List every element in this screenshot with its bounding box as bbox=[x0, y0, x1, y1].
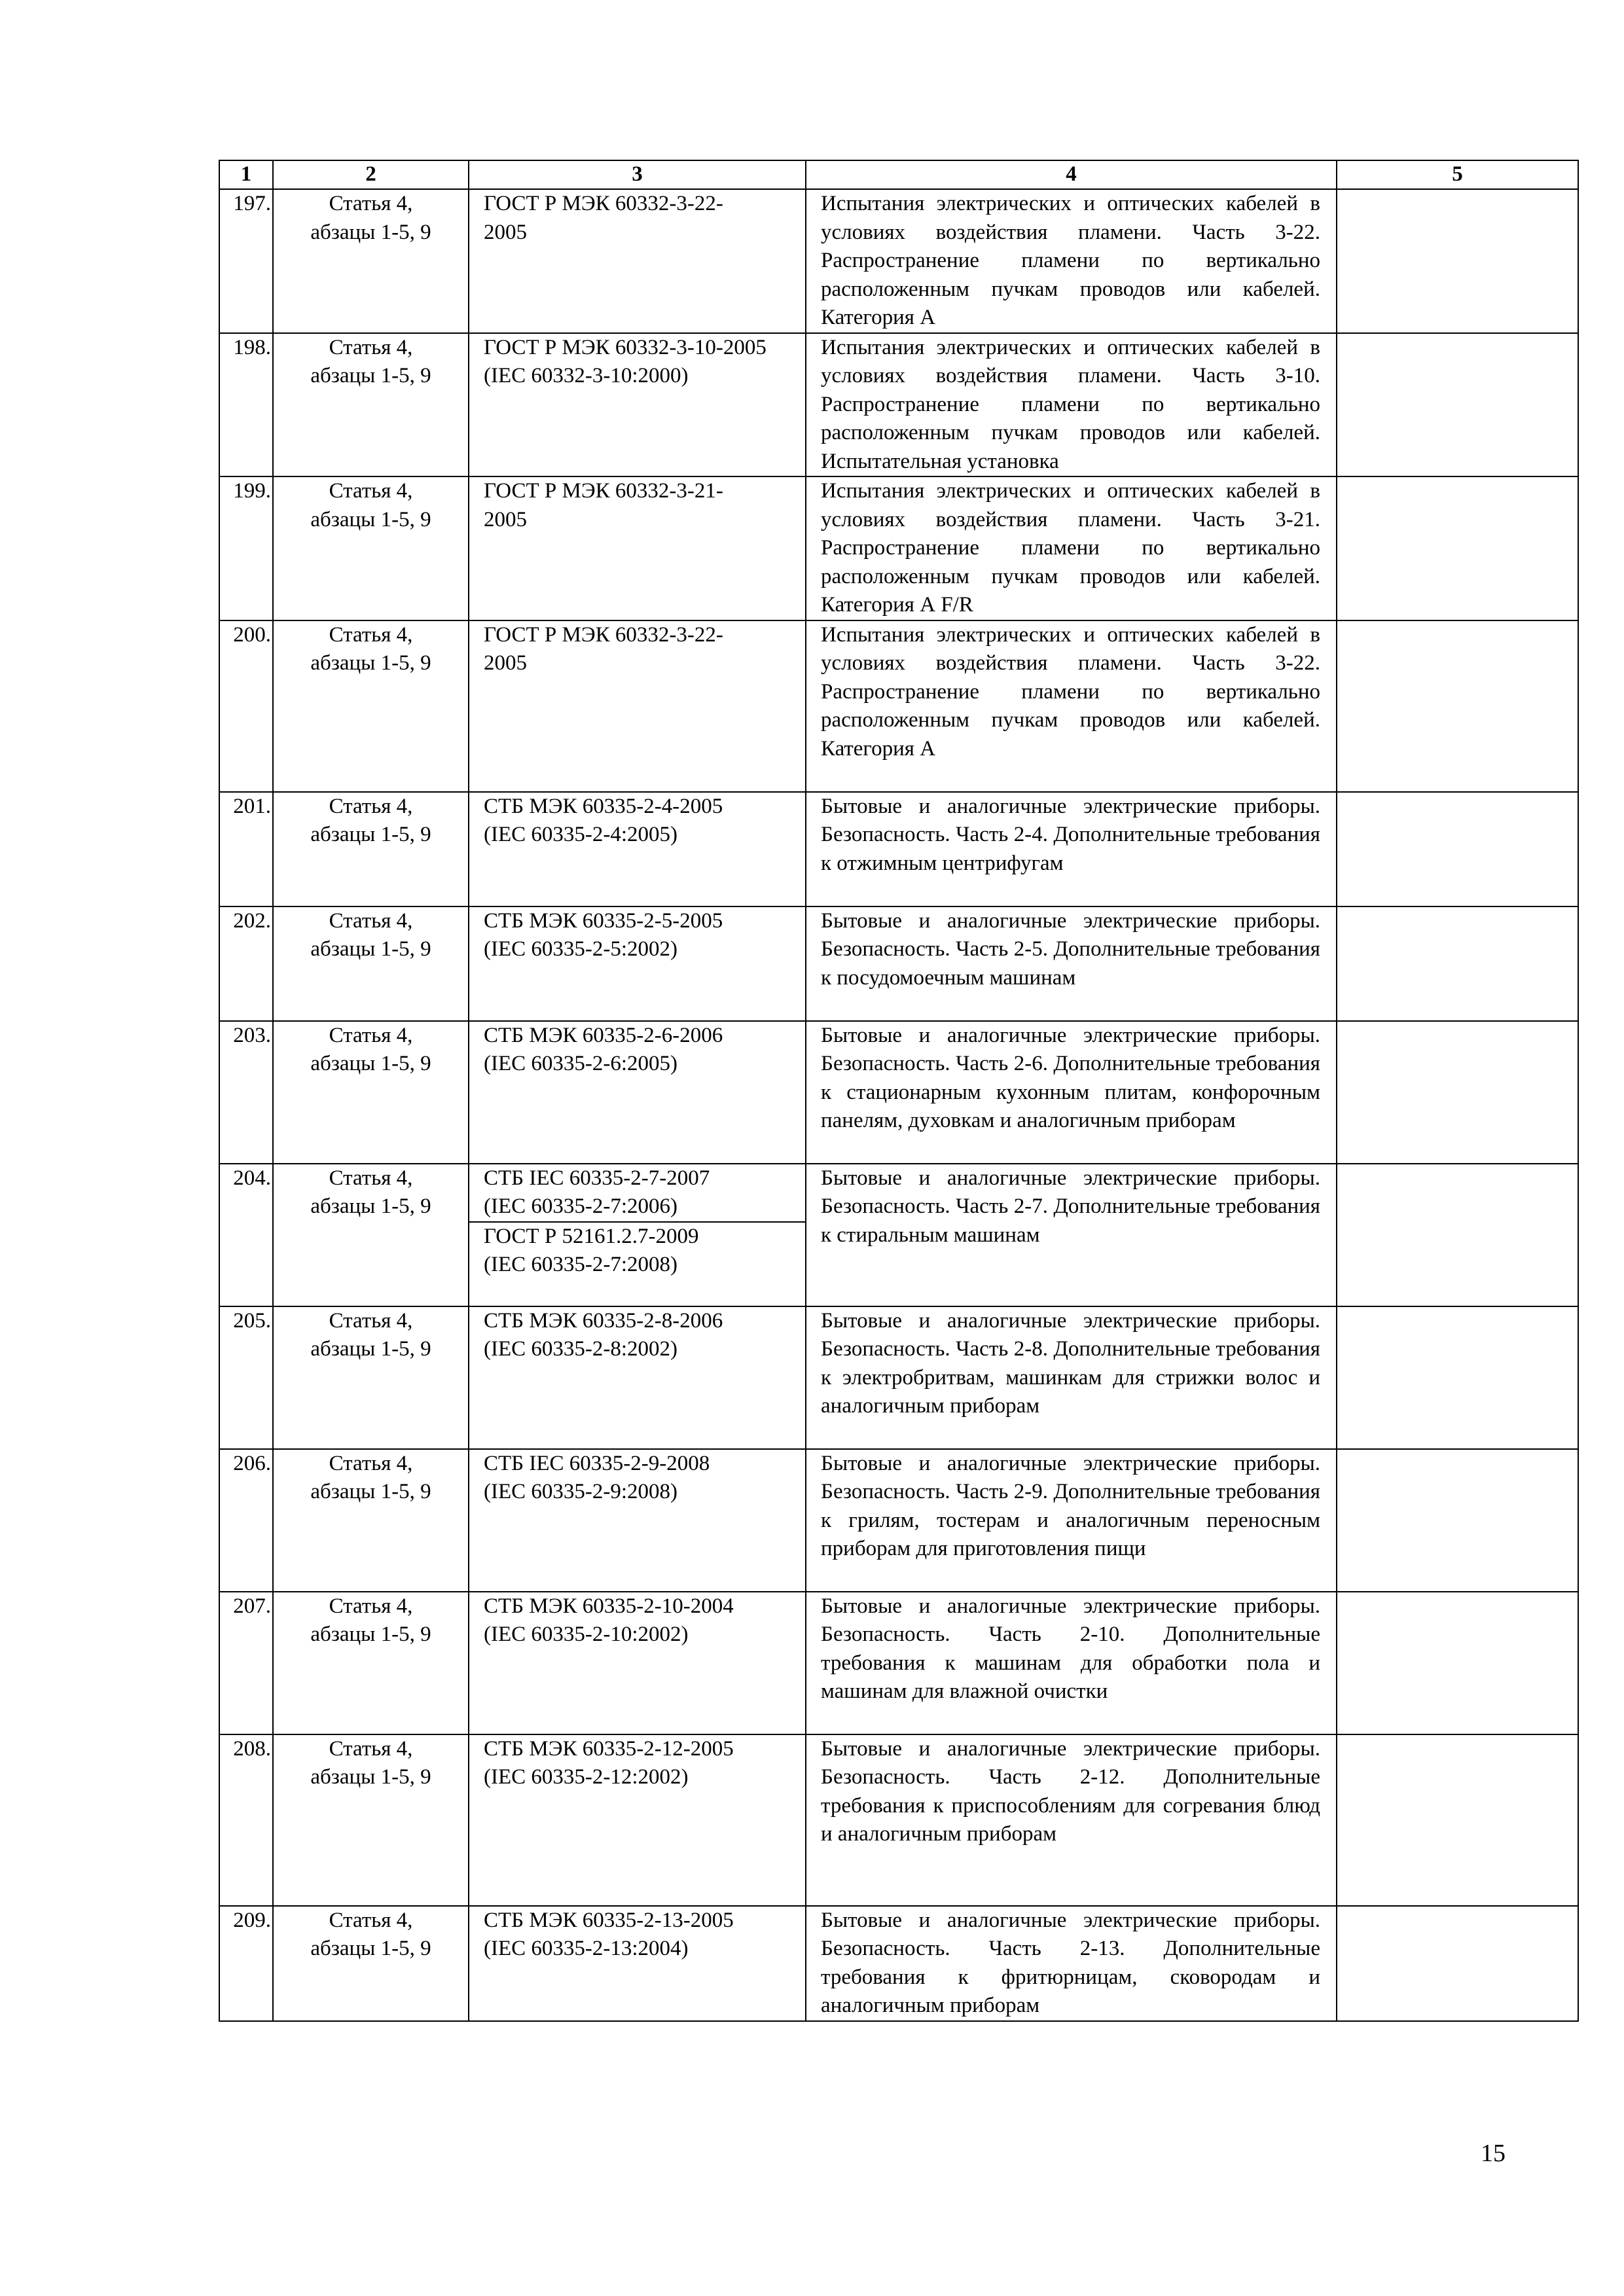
standard-title-text: Бытовые и аналогичные электрические приборы. Безопасность. Часть 2-8. Дополнительные требования к электробритвам, машинкам для стрижки волос и аналогичным приборам bbox=[821, 1308, 1320, 1418]
article-reference bbox=[273, 1021, 469, 1164]
standard-line: СТБ МЭК 60335-2-12-2005 bbox=[484, 1736, 734, 1761]
notes-cell bbox=[1337, 1592, 1578, 1734]
table-row bbox=[219, 620, 1578, 792]
notes-cell bbox=[1337, 792, 1578, 906]
standard-title bbox=[806, 1164, 1337, 1306]
standard-line: ГОСТ Р 52161.2.7-2009 bbox=[469, 1221, 805, 1251]
header-col-3: 3 bbox=[469, 160, 806, 189]
notes-cell bbox=[1337, 333, 1578, 477]
standard-line: СТБ IEC 60335-2-7-2007 bbox=[484, 1166, 710, 1190]
article-line: абзацы 1-5, 9 bbox=[310, 651, 431, 675]
standard-designation bbox=[469, 906, 806, 1021]
standard-title bbox=[806, 189, 1337, 333]
standard-line: СТБ МЭК 60335-2-4-2005 bbox=[484, 794, 723, 818]
standard-designation bbox=[469, 1734, 806, 1906]
article-reference bbox=[273, 1906, 469, 2021]
standard-line: (IEC 60332-3-10:2000) bbox=[484, 364, 689, 387]
standard-title bbox=[806, 476, 1337, 620]
standard-line: СТБ IEC 60335-2-9-2008 bbox=[484, 1451, 710, 1475]
header-col-4: 4 bbox=[806, 160, 1337, 189]
article-reference bbox=[273, 1734, 469, 1906]
row-number: 204. bbox=[219, 1164, 273, 1306]
standard-title bbox=[806, 1306, 1337, 1449]
standard-line: ГОСТ Р МЭК 60332-3-21- bbox=[484, 479, 723, 503]
standard-title-text: Бытовые и аналогичные электрические приборы. Безопасность. Часть 2-6. Дополнительные требования к стационарным кухонным плитам, конфорочным панелям, духовкам и аналогичным приборам bbox=[821, 1023, 1320, 1132]
notes-cell bbox=[1337, 476, 1578, 620]
article-line: абзацы 1-5, 9 bbox=[310, 823, 431, 846]
notes-cell bbox=[1337, 1734, 1578, 1906]
standard-title-text: Бытовые и аналогичные электрические приборы. Безопасность. Часть 2-4. Дополнительные требования к отжимным центрифугам bbox=[821, 794, 1320, 875]
standard-designation bbox=[469, 620, 806, 792]
standard-title-text: Испытания электрических и оптических кабелей в условиях воздействия пламени. Часть 3-22. Распространение пламени по вертикально расположенным пучкам проводов или кабелей. Категория А bbox=[821, 622, 1320, 761]
article-line: Статья 4, bbox=[329, 622, 413, 647]
standard-line: (IEC 60335-2-10:2002) bbox=[484, 1623, 689, 1646]
standard-designation bbox=[469, 1164, 806, 1306]
article-line: абзацы 1-5, 9 bbox=[310, 1337, 431, 1361]
article-reference bbox=[273, 476, 469, 620]
header-row bbox=[219, 160, 1578, 189]
standard-line: ГОСТ Р МЭК 60332-3-10-2005 bbox=[484, 335, 767, 359]
standard-line: СТБ МЭК 60335-2-5-2005 bbox=[484, 908, 723, 933]
page-number: 15 bbox=[1481, 2140, 1506, 2167]
standard-line: ГОСТ Р МЭК 60332-3-22- bbox=[484, 622, 723, 647]
article-line: абзацы 1-5, 9 bbox=[310, 1194, 431, 1218]
article-line: Статья 4, bbox=[329, 335, 413, 359]
standard-title bbox=[806, 620, 1337, 792]
standards-table bbox=[219, 160, 1579, 2022]
standard-designation bbox=[469, 1021, 806, 1164]
standard-line: (IEC 60335-2-8:2002) bbox=[484, 1337, 678, 1361]
notes-cell bbox=[1337, 1906, 1578, 2021]
article-reference bbox=[273, 620, 469, 792]
standard-line: (IEC 60335-2-6:2005) bbox=[484, 1052, 678, 1075]
article-reference bbox=[273, 1306, 469, 1449]
standard-title bbox=[806, 1021, 1337, 1164]
row-number: 197. bbox=[219, 189, 273, 333]
notes-cell bbox=[1337, 1449, 1578, 1592]
article-reference bbox=[273, 333, 469, 477]
article-line: абзацы 1-5, 9 bbox=[310, 1623, 431, 1646]
table-row bbox=[219, 1734, 1578, 1906]
notes-cell bbox=[1337, 1021, 1578, 1164]
notes-cell bbox=[1337, 1306, 1578, 1449]
standard-designation bbox=[469, 792, 806, 906]
table-row bbox=[219, 906, 1578, 1021]
table-row bbox=[219, 1592, 1578, 1734]
standard-line: ГОСТ Р МЭК 60332-3-22- bbox=[484, 192, 723, 215]
article-line: Статья 4, bbox=[329, 1736, 413, 1761]
standard-designation bbox=[469, 1449, 806, 1592]
article-line: абзацы 1-5, 9 bbox=[310, 1480, 431, 1503]
header-col-2: 2 bbox=[273, 160, 469, 189]
article-line: абзацы 1-5, 9 bbox=[310, 1052, 431, 1075]
table-row bbox=[219, 792, 1578, 906]
article-line: Статья 4, bbox=[329, 1166, 413, 1190]
standard-line: СТБ МЭК 60335-2-8-2006 bbox=[484, 1308, 723, 1333]
standard-line: (IEC 60335-2-7:2006) bbox=[484, 1194, 678, 1218]
article-line: абзацы 1-5, 9 bbox=[310, 220, 431, 244]
standard-title bbox=[806, 906, 1337, 1021]
table-row bbox=[219, 1449, 1578, 1592]
row-number: 199. bbox=[219, 476, 273, 620]
article-line: Статья 4, bbox=[329, 1308, 413, 1333]
header-col-5: 5 bbox=[1337, 160, 1578, 189]
article-reference bbox=[273, 906, 469, 1021]
notes-cell bbox=[1337, 906, 1578, 1021]
article-line: Статья 4, bbox=[329, 794, 413, 818]
standard-title-text: Испытания электрических и оптических кабелей в условиях воздействия пламени. Часть 3-10. Распространение пламени по вертикально расположенным пучкам проводов или кабелей. Испытательная установка bbox=[821, 335, 1320, 473]
standard-line: (IEC 60335-2-12:2002) bbox=[484, 1765, 689, 1789]
standard-line: 2005 bbox=[484, 651, 527, 675]
row-number: 202. bbox=[219, 906, 273, 1021]
row-number: 205. bbox=[219, 1306, 273, 1449]
row-number: 203. bbox=[219, 1021, 273, 1164]
article-line: абзацы 1-5, 9 bbox=[310, 1765, 431, 1789]
row-number: 208. bbox=[219, 1734, 273, 1906]
standard-line: 2005 bbox=[484, 220, 527, 244]
article-reference bbox=[273, 1164, 469, 1306]
article-line: абзацы 1-5, 9 bbox=[310, 937, 431, 961]
notes-cell bbox=[1337, 1164, 1578, 1306]
standard-title-text: Бытовые и аналогичные электрические приборы. Безопасность. Часть 2-5. Дополнительные требования к посудомоечным машинам bbox=[821, 908, 1320, 990]
article-line: абзацы 1-5, 9 bbox=[310, 507, 431, 531]
article-line: Статья 4, bbox=[329, 908, 413, 933]
article-line: абзацы 1-5, 9 bbox=[310, 1937, 431, 1960]
standard-line: (IEC 60335-2-5:2002) bbox=[484, 937, 678, 961]
standard-title-text: Испытания электрических и оптических кабелей в условиях воздействия пламени. Часть 3-21. Распространение пламени по вертикально расположенным пучкам проводов или кабелей. Категория А F/R bbox=[821, 479, 1320, 617]
standard-title-text: Бытовые и аналогичные электрические приборы. Безопасность. Часть 2-13. Дополнительные требования к фритюрницам, сковородам и аналогичным приборам bbox=[821, 1908, 1320, 2017]
article-line: Статья 4, bbox=[329, 479, 413, 503]
standard-title bbox=[806, 333, 1337, 477]
standard-designation bbox=[469, 1906, 806, 2021]
row-number: 201. bbox=[219, 792, 273, 906]
standard-title-text: Бытовые и аналогичные электрические приборы. Безопасность. Часть 2-7. Дополнительные требования к стиральным машинам bbox=[821, 1166, 1320, 1247]
table-row bbox=[219, 189, 1578, 333]
standard-title-text: Бытовые и аналогичные электрические приборы. Безопасность. Часть 2-10. Дополнительные требования к машинам для обработки пола и машинам для влажной очистки bbox=[821, 1594, 1320, 1703]
standard-title-text: Бытовые и аналогичные электрические приборы. Безопасность. Часть 2-9. Дополнительные требования к грилям, тостерам и аналогичным переносным приборам для приготовления пищи bbox=[821, 1451, 1320, 1560]
table-row bbox=[219, 1906, 1578, 2021]
standard-title bbox=[806, 1734, 1337, 1906]
standard-designation bbox=[469, 333, 806, 477]
article-line: Статья 4, bbox=[329, 192, 413, 215]
article-reference bbox=[273, 1449, 469, 1592]
article-reference bbox=[273, 792, 469, 906]
standard-title-text: Испытания электрических и оптических кабелей в условиях воздействия пламени. Часть 3-22. Распространение пламени по вертикально расположенным пучкам проводов или кабелей. Категория А bbox=[821, 192, 1320, 329]
standard-title bbox=[806, 1592, 1337, 1734]
standard-designation bbox=[469, 476, 806, 620]
table-row bbox=[219, 1021, 1578, 1164]
row-number: 207. bbox=[219, 1592, 273, 1734]
article-line: Статья 4, bbox=[329, 1594, 413, 1618]
article-line: абзацы 1-5, 9 bbox=[310, 364, 431, 387]
article-reference bbox=[273, 1592, 469, 1734]
standard-line: (IEC 60335-2-7:2008) bbox=[484, 1253, 678, 1276]
standard-designation bbox=[469, 1592, 806, 1734]
article-reference bbox=[273, 189, 469, 333]
row-number: 200. bbox=[219, 620, 273, 792]
header-col-1: 1 bbox=[219, 160, 273, 189]
standard-line: 2005 bbox=[484, 507, 527, 531]
article-line: Статья 4, bbox=[329, 1451, 413, 1475]
standard-line: СТБ МЭК 60335-2-6-2006 bbox=[484, 1023, 723, 1047]
article-line: Статья 4, bbox=[329, 1023, 413, 1047]
standard-line: (IEC 60335-2-13:2004) bbox=[484, 1937, 689, 1960]
notes-cell bbox=[1337, 620, 1578, 792]
table-row bbox=[219, 333, 1578, 477]
standard-designation bbox=[469, 1306, 806, 1449]
standard-line: СТБ МЭК 60335-2-13-2005 bbox=[484, 1908, 734, 1932]
table-row bbox=[219, 476, 1578, 620]
standard-title bbox=[806, 1906, 1337, 2021]
standard-line: (IEC 60335-2-9:2008) bbox=[484, 1480, 678, 1503]
table-row bbox=[219, 1306, 1578, 1449]
notes-cell bbox=[1337, 189, 1578, 333]
standard-title bbox=[806, 1449, 1337, 1592]
row-number: 198. bbox=[219, 333, 273, 477]
standard-line: (IEC 60335-2-4:2005) bbox=[484, 823, 678, 846]
row-number: 209. bbox=[219, 1906, 273, 2021]
row-number: 206. bbox=[219, 1449, 273, 1592]
standard-title bbox=[806, 792, 1337, 906]
table-row bbox=[219, 1164, 1578, 1306]
standard-title-text: Бытовые и аналогичные электрические приборы. Безопасность. Часть 2-12. Дополнительные требования к приспособлениям для согревания блюд и аналогичным приборам bbox=[821, 1736, 1320, 1846]
article-line: Статья 4, bbox=[329, 1908, 413, 1932]
standard-line: СТБ МЭК 60335-2-10-2004 bbox=[484, 1594, 734, 1618]
standard-designation bbox=[469, 189, 806, 333]
